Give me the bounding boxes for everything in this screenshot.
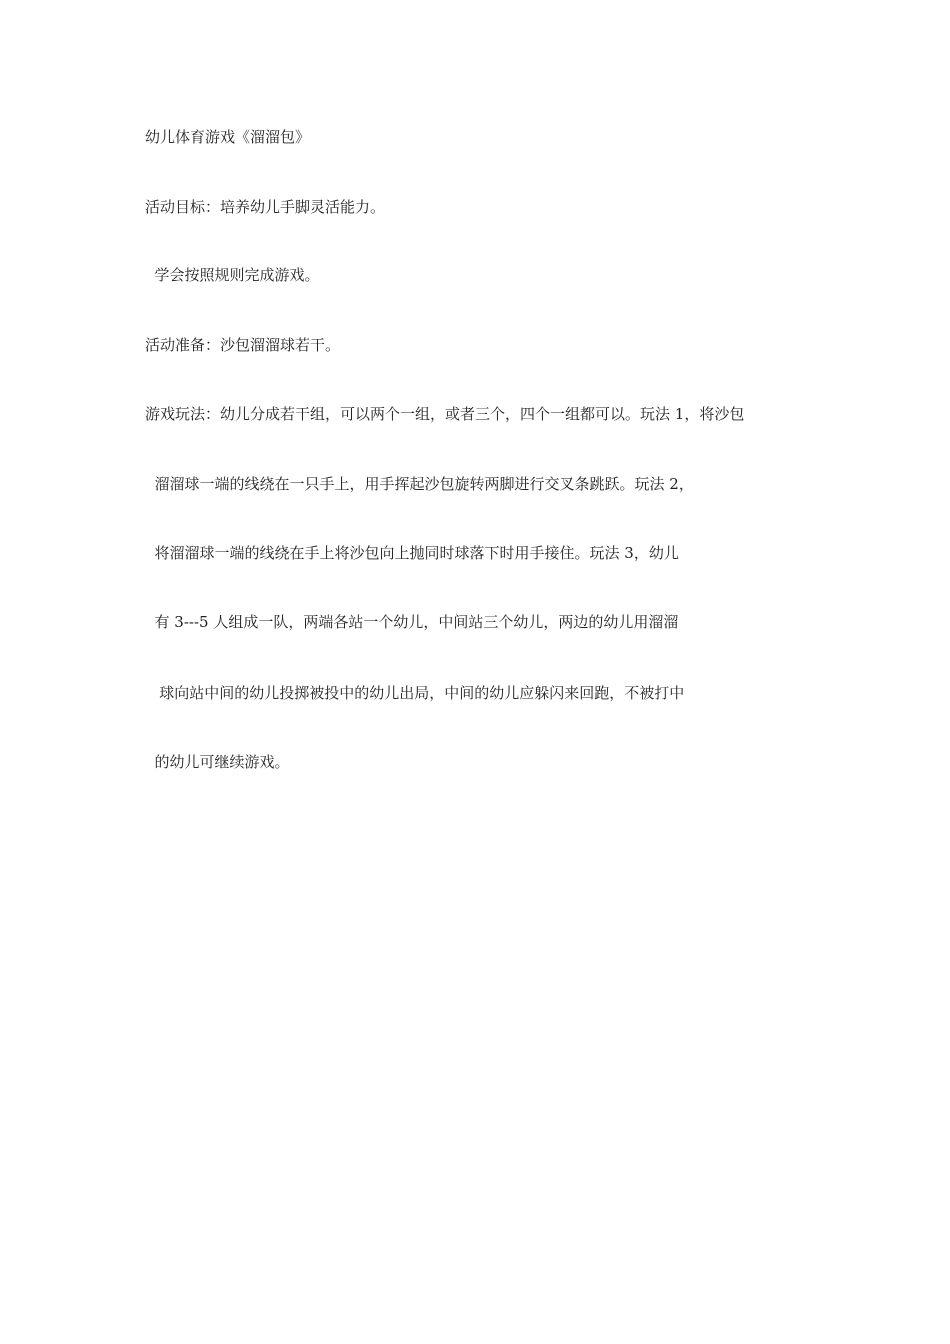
game-rules-line-5: 球向站中间的幼儿投掷被投中的幼儿出局，中间的幼儿应躲闪来回跑，不被打中 [145, 684, 685, 702]
game-rules-line-3: 将溜溜球一端的线绕在手上将沙包向上抛同时球落下时用手接住。玩法 3，幼儿 [145, 544, 679, 562]
document-title: 幼儿体育游戏《溜溜包》 [145, 128, 311, 146]
game-rules-line-6: 的幼儿可继续游戏。 [145, 753, 290, 771]
activity-preparation-line: 活动准备：沙包溜溜球若干。 [145, 336, 341, 354]
game-rules-line-1: 游戏玩法：幼儿分成若干组，可以两个一组，或者三个，四个一组都可以。玩法 1，将沙包 [145, 405, 745, 423]
game-rules-line-4: 有 3---5 人组成一队，两端各站一个幼儿，中间站三个幼儿，两边的幼儿用溜溜 [145, 613, 679, 631]
activity-goal-line: 活动目标：培养幼儿手脚灵活能力。 [145, 198, 386, 216]
activity-goal-continuation: 学会按照规则完成游戏。 [145, 266, 320, 284]
game-rules-line-2: 溜溜球一端的线绕在一只手上，用手挥起沙包旋转两脚进行交叉条跳跃。玩法 2， [145, 475, 694, 493]
